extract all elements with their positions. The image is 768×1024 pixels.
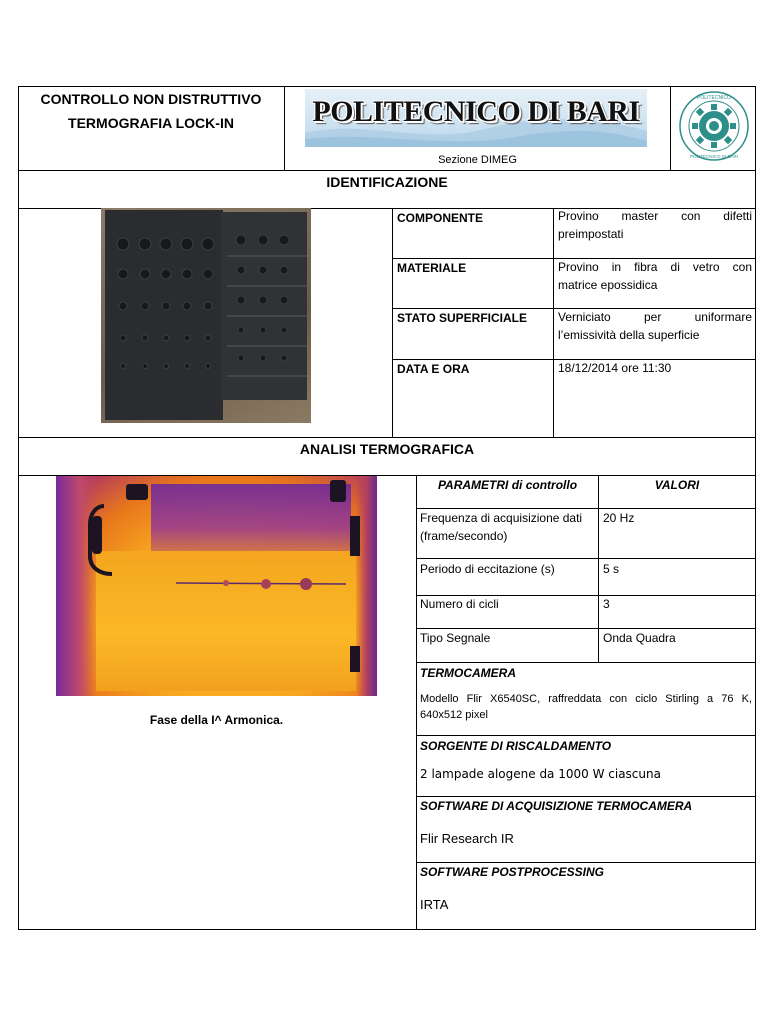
section-postprocessing-title: SOFTWARE POSTPROCESSING	[420, 865, 605, 879]
value-componente-line2: preimpostati	[558, 227, 624, 241]
thermal-image	[56, 476, 377, 696]
section-sorgente-text: 2 lampade alogene da 1000 W ciascuna	[420, 767, 661, 781]
value-materiale-line1: Provino in fibra di vetro con	[558, 260, 752, 274]
section-software-acq-title: SOFTWARE DI ACQUISIZIONE TERMOCAMERA	[420, 799, 693, 813]
value-tipo-segnale: Onda Quadra	[603, 631, 676, 645]
value-stato-line2: l’emissività della superficie	[558, 328, 700, 342]
label-stato-superficiale: STATO SUPERFICIALE	[397, 311, 528, 325]
param-frequenza-line2: (frame/secondo)	[420, 529, 508, 543]
value-numero-cicli: 3	[603, 597, 610, 611]
param-numero-cicli: Numero di cicli	[420, 597, 499, 611]
values-header: VALORI	[654, 478, 700, 492]
value-componente-line1: Provino master con difetti	[558, 209, 752, 223]
identification-heading: IDENTIFICAZIONE	[326, 174, 448, 190]
value-materiale-line2: matrice epossidica	[558, 278, 658, 292]
section-label: Sezione DIMEG	[438, 154, 517, 166]
params-header: PARAMETRI di controllo	[437, 478, 578, 492]
thermal-overlay	[56, 476, 377, 696]
param-periodo: Periodo di eccitazione (s)	[420, 562, 555, 576]
section-postprocessing-text: IRTA	[420, 897, 449, 912]
label-materiale: MATERIALE	[397, 261, 467, 275]
label-componente: COMPONENTE	[397, 211, 484, 225]
header-title	[20, 88, 282, 133]
svg-text:POLITECNICO: POLITECNICO	[697, 95, 731, 101]
header-title-line2: TERMOGRAFIA LOCK-IN	[68, 115, 234, 131]
header-title-line1: CONTROLLO NON DISTRUTTIVO	[40, 91, 262, 107]
svg-text:POLITECNICO DI BARI: POLITECNICO DI BARI	[689, 154, 739, 159]
analysis-heading: ANALISI TERMOGRAFICA	[299, 441, 475, 457]
value-frequenza: 20 Hz	[603, 511, 635, 525]
label-data-e-ora: DATA E ORA	[397, 362, 470, 376]
value-periodo: 5 s	[603, 562, 620, 576]
thermal-caption: Fase della I^ Armonica.	[149, 713, 284, 727]
politecnico-banner	[305, 89, 647, 147]
specimen-defects	[101, 208, 311, 423]
value-stato-line1: Verniciato per uniformare	[558, 310, 752, 324]
param-frequenza-line1: Frequenza di acquisizione dati	[420, 511, 583, 525]
section-termocamera-line1: Modello Flir X6540SC, raffreddata con ciclo Stirling a 76 K,	[420, 693, 752, 705]
politecnico-seal-logo	[678, 90, 750, 162]
section-termocamera-title: TERMOCAMERA	[420, 666, 516, 680]
banner-text: POLITECNICO DI BARI	[312, 95, 640, 128]
section-termocamera-line2: 640x512 pixel	[420, 709, 488, 721]
section-sorgente-title: SORGENTE DI RISCALDAMENTO	[420, 739, 612, 753]
section-software-acq-text: Flir Research IR	[420, 831, 514, 846]
specimen-photo	[101, 208, 311, 423]
param-tipo-segnale: Tipo Segnale	[420, 631, 491, 645]
value-data-e-ora: 18/12/2014 ore 11:30	[558, 361, 672, 375]
